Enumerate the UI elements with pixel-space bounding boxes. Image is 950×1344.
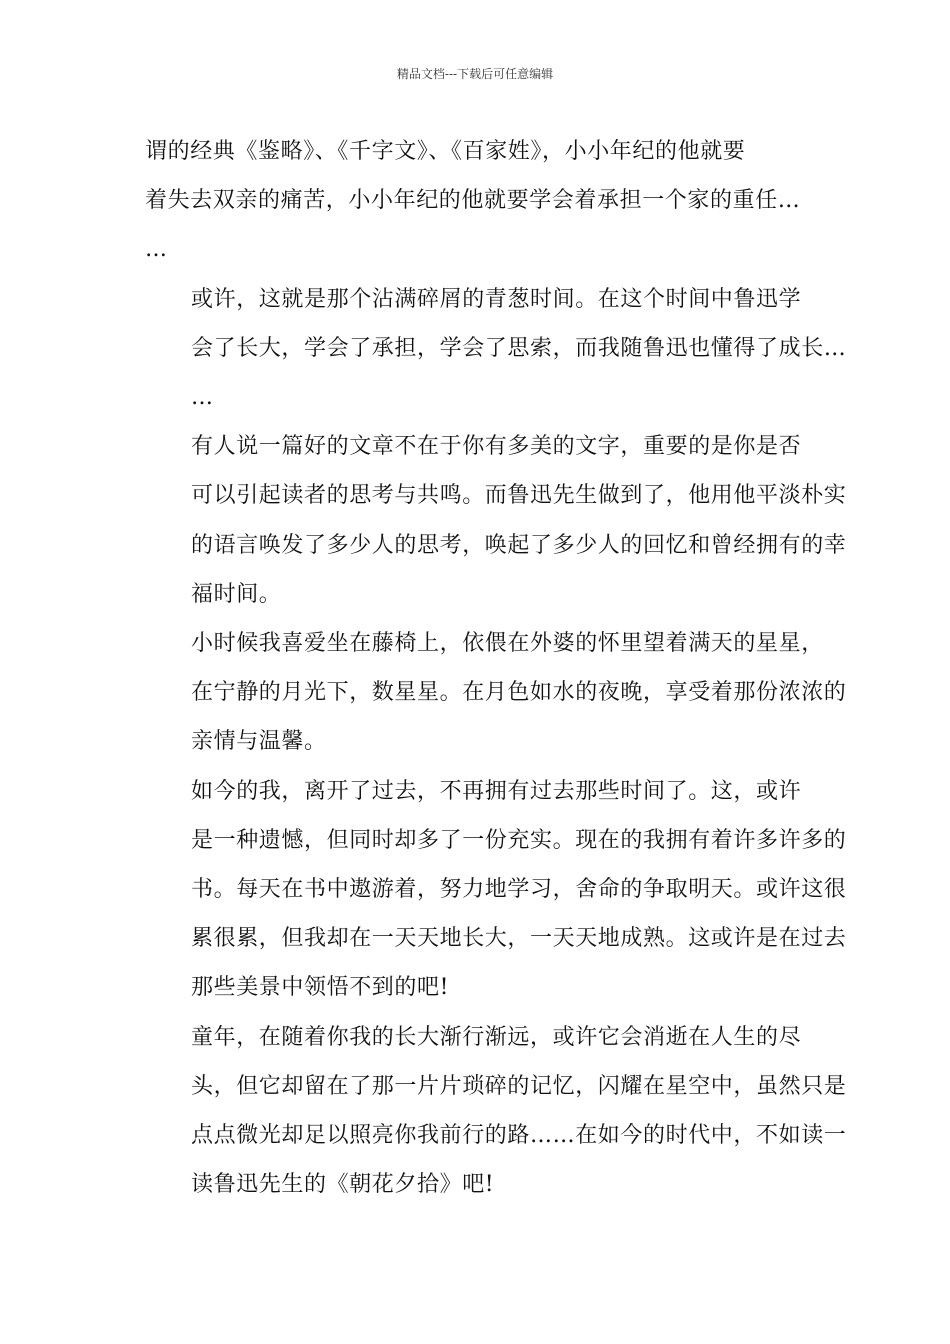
text-line: 会了长大，学会了承担，学会了思索，而我随鲁迅也懂得了成长… [191, 335, 847, 361]
text-line: 在宁静的月光下，数星星。在月色如水的夜晚，享受着那份浓浓的 [191, 680, 847, 706]
text-line: 有人说一篇好的文章不在于你有多美的文字，重要的是你是否 [191, 434, 802, 460]
paragraph-2 [145, 275, 847, 423]
text-line: 的语言唤发了多少人的思考，唤起了多少人的回忆和曾经拥有的幸 [191, 532, 847, 558]
text-line: 或许，这就是那个沾满碎屑的青葱时间。在这个时间中鲁迅学 [191, 286, 802, 312]
document-body [145, 127, 847, 1209]
page-header: 精品文档---下载后可任意编辑 [396, 67, 554, 81]
text-line: 读鲁迅先生的《朝花夕拾》吧! [191, 1172, 495, 1198]
paragraph-3 [145, 422, 847, 619]
text-line: 着失去双亲的痛苦，小小年纪的他就要学会着承担一个家的重任… [145, 188, 801, 214]
text-line: 福时间。 [191, 581, 282, 607]
text-line: … [145, 237, 168, 263]
text-line: 书。每天在书中遨游着，努力地学习，舍命的争取明天。或许这很 [191, 877, 847, 903]
text-line: 累很累，但我却在一天天地长大，一天天地成熟。这或许是在过去 [191, 926, 847, 952]
paragraph-5 [145, 767, 847, 1013]
text-line: 点点微光却足以照亮你我前行的路……在如今的时代中，不如读一 [191, 1123, 847, 1149]
text-line: … [191, 385, 214, 411]
text-line: 童年，在随着你我的长大渐行渐远，或许它会消逝在人生的尽 [191, 1024, 802, 1050]
paragraph-1 [145, 127, 805, 275]
text-line: 可以引起读者的思考与共鸣。而鲁迅先生做到了，他用他平淡朴实 [191, 483, 847, 509]
text-line: 小时候我喜爱坐在藤椅上，依偎在外婆的怀里望着满天的星星， [191, 631, 824, 657]
text-line: 如今的我，离开了过去，不再拥有过去那些时间了。这，或许 [191, 778, 802, 804]
paragraph-4 [145, 619, 847, 767]
text-line: 头，但它却留在了那一片片琐碎的记忆，闪耀在星空中，虽然只是 [191, 1073, 847, 1099]
text-line: 是一种遗憾，但同时却多了一份充实。现在的我拥有着许多许多的 [191, 827, 847, 853]
text-line: 亲情与温馨。 [191, 729, 327, 755]
text-line: 那些美景中领悟不到的吧! [191, 975, 450, 1001]
text-line: 谓的经典《鉴略》、《千字文》、《百家姓》，小小年纪的他就要 [145, 139, 746, 164]
paragraph-6 [145, 1013, 847, 1210]
